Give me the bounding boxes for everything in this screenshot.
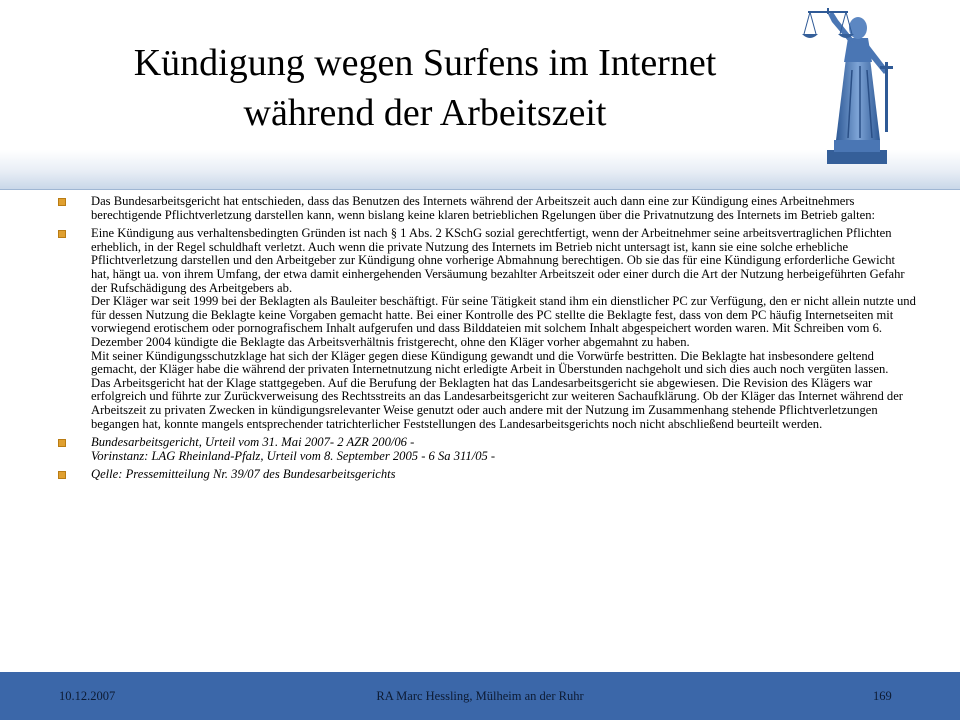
page-number: 169 — [873, 689, 892, 703]
bullet-paragraph: Mit seiner Kündigungsschutzklage hat sich der Kläger gegen diese Kündigung gewandt und die Vorwürfe bestritten. Die Beklagte hat insbesondere geltend gemacht, der Kläger habe die während der privaten Internetnutzung nicht erledigte Arbeit in Überstunden nachgeholt und sich dies auch noch vergüten lassen. — [91, 348, 889, 377]
bullet-paragraph: Eine Kündigung aus verhaltensbedingten Gründen ist nach § 1 Abs. 2 KSchG sozial gerechtfertigt, wenn der Arbeitnehmer seine arbeitsvertraglichen Pflichten erheblich, in der Regel schuldhaft verletzt. Auch wenn die private Nutzung des Internets im Betrieb nicht untersagt ist, kann sie eine solche erhebliche Pflichtverletzung darstellen und den Arbeitgeber zur Kündigung ohne vorherige Abmahnung berechtigen. Ob sie das für eine Kündigung erforderliche Gewicht hat, hängt ua. von ihrem Umfang, der etwa damit einhergehenden Versäumung bezahlter Arbeitszeit oder einer durch die Art der Nutzung herbeigeführten Gefahr der Rufschädigung des Arbeitgebers ab. — [91, 226, 905, 295]
citation-line: Vorinstanz: LAG Rheinland-Pfalz, Urteil vom 8. September 2005 - 6 Sa 311/05 - — [91, 448, 496, 463]
title-area — [0, 0, 960, 190]
header-divider — [0, 189, 960, 190]
square-bullet-icon — [58, 230, 66, 238]
slide-title-line2: während der Arbeitszeit — [243, 92, 607, 134]
bullet-paragraph: Der Kläger war seit 1999 bei der Beklagten als Bauleiter beschäftigt. Für seine Tätigkeit stand ihm ein dienstlicher PC zur Verfügung, den er nicht allein nutzte und für dessen Nutzung die Beklagte keine Vorgaben gemacht hatte. Bei einer Kontrolle des PC stellte die Beklagte fest, dass von dem PC häufig Internetseiten mit vorwiegend erotischem oder pornografischem Inhalt aufgerufen und dass Bilddateien mit solchem Inhalt abgespeichert worden waren. Mit Schreiben vom 6. Dezember 2004 kündigte die Beklagte das Arbeitsverhältnis fristgerecht, ohne den Kläger vorher abgemahnt zu haben. — [91, 294, 916, 349]
list-item — [58, 195, 916, 222]
slide-title-line1: Kündigung wegen Surfens im Internet — [133, 42, 717, 84]
footer-date: 10.12.2007 — [59, 689, 116, 703]
footer-author: RA Marc Hessling, Mülheim an der Ruhr — [376, 689, 584, 703]
source-line: Qelle: Pressemitteilung Nr. 39/07 des Bundesarbeitsgerichts — [91, 467, 396, 482]
justitia-statue-icon — [792, 0, 922, 170]
slide-content — [58, 195, 916, 487]
bullet-paragraph: Das Arbeitsgericht hat der Klage stattgegeben. Auf die Berufung der Beklagten hat das Landesarbeitsgericht sie abgewiesen. Die Revision des Klägers war erfolgreich und führte zur Zurückverweisung des Rechtsstreits an das Landesarbeitsgericht zur weiteren Sachaufklärung. Ob der Kläger das Internet während der Arbeitszeit zu privaten Zwecken in kündigungsrelevanter Weise genutzt oder auch andere mit der Nutzung im Zusammenhang stehende Pflichtverletzungen begangen hat, konnte mangels entsprechender tatrichterlicher Feststellungen des Landesarbeitsgerichts noch nicht abschließend beurteilt werden. — [91, 375, 903, 431]
slide-title — [40, 38, 810, 138]
bullet-text: Das Bundesarbeitsgericht hat entschieden, dass das Benutzen des Internets während der Arbeitszeit auch dann eine zur Kündigung eines Arbeitnehmers berechtigende Pflichtverletzung darstellen kann, wenn bislang keine klaren betrieblichen Rgelungen über die Privatnutzung des Internets im Betrieb galten: — [91, 194, 876, 222]
list-item — [58, 436, 916, 463]
square-bullet-icon — [58, 471, 66, 479]
square-bullet-icon — [58, 198, 66, 206]
list-item — [58, 227, 916, 431]
list-item — [58, 468, 916, 482]
citation-line: Bundesarbeitsgericht, Urteil vom 31. Mai 2007- 2 AZR 200/06 - — [91, 435, 415, 450]
square-bullet-icon — [58, 439, 66, 447]
